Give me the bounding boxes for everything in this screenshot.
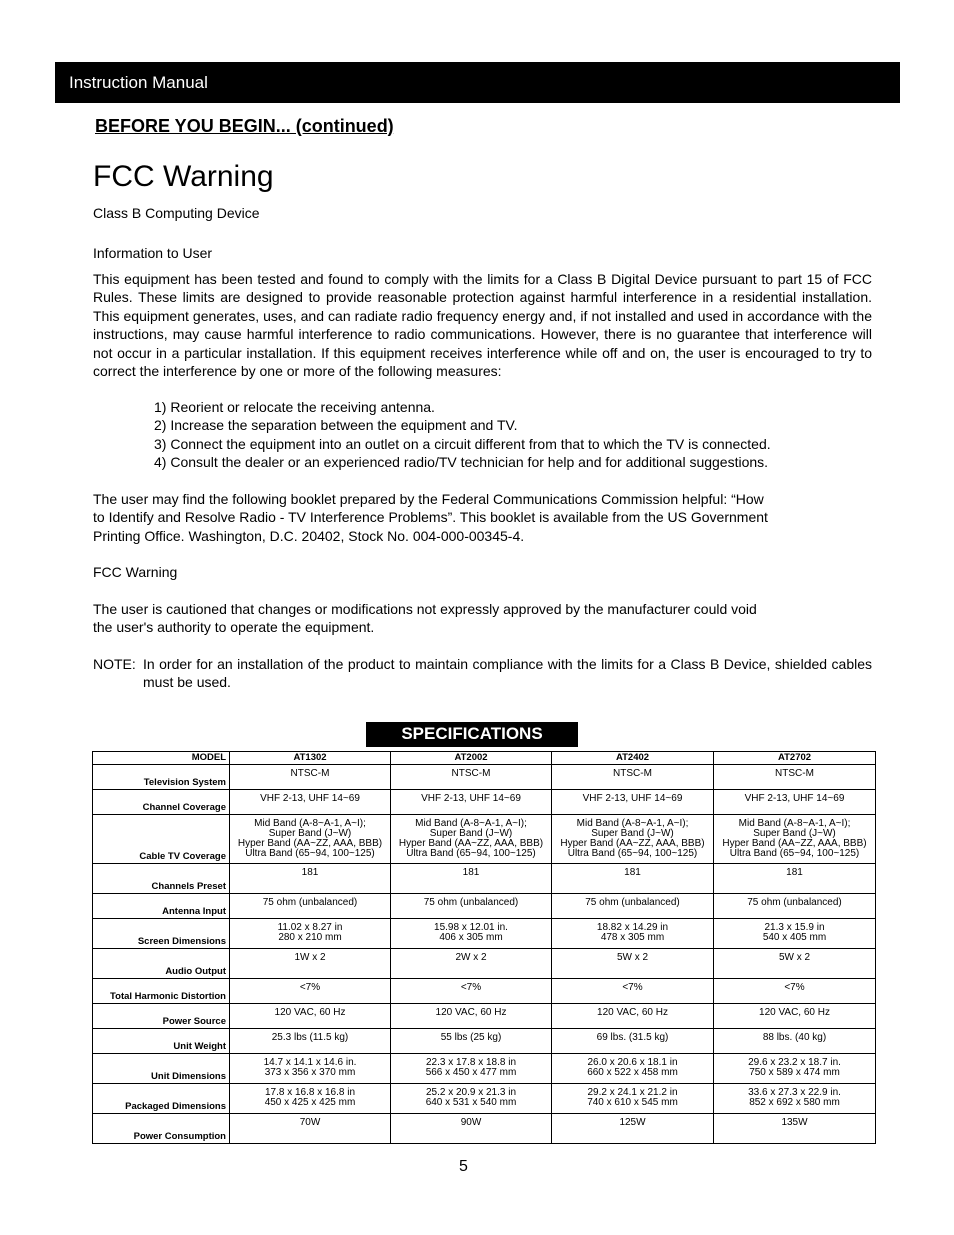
table-row <box>93 1054 876 1084</box>
spec-value <box>391 815 552 864</box>
spec-value: 5W x 2 <box>714 949 876 979</box>
table-row <box>93 979 876 1004</box>
spec-value: VHF 2-13, UHF 14~69 <box>230 790 391 815</box>
spec-value-line: 750 x 589 x 474 mm <box>749 1067 840 1078</box>
spec-value <box>552 1054 714 1084</box>
spec-value: 125W <box>552 1114 714 1144</box>
spec-value-line: Ultra Band (65~94, 100~125) <box>729 848 860 859</box>
caution-line: The user is cautioned that changes or modifications not expressly approved by the manufacturer could void <box>93 601 757 617</box>
list-item: 2) Increase the separation between the equipment and TV. <box>154 417 518 434</box>
table-row <box>93 765 876 790</box>
spec-value: 5W x 2 <box>552 949 714 979</box>
specifications-table <box>92 751 876 1144</box>
model-header: AT2402 <box>552 752 714 765</box>
spec-value-line: Hyper Band (AA~ZZ, AAA, BBB) <box>722 838 867 849</box>
spec-value <box>391 919 552 949</box>
spec-value-line: 373 x 356 x 370 mm <box>264 1067 356 1078</box>
note-paragraph <box>93 655 872 692</box>
spec-value <box>552 919 714 949</box>
spec-value <box>230 919 391 949</box>
spec-label: Cable TV Coverage <box>93 815 230 864</box>
spec-value-line: 450 x 425 x 425 mm <box>264 1097 356 1108</box>
spec-value: VHF 2-13, UHF 14~69 <box>714 790 876 815</box>
spec-value: 181 <box>552 864 714 894</box>
table-row <box>93 949 876 979</box>
spec-value <box>714 1054 876 1084</box>
spec-value <box>714 1084 876 1114</box>
spec-value <box>230 1054 391 1084</box>
spec-value: VHF 2-13, UHF 14~69 <box>391 790 552 815</box>
spec-value-line: 660 x 522 x 458 mm <box>587 1067 678 1078</box>
spec-value: 120 VAC, 60 Hz <box>552 1004 714 1029</box>
spec-value: NTSC-M <box>552 765 714 790</box>
spec-value-line: Hyper Band (AA~ZZ, AAA, BBB) <box>237 838 383 849</box>
spec-value: 75 ohm (unbalanced) <box>230 894 391 919</box>
spec-value: <7% <box>552 979 714 1004</box>
spec-value: NTSC-M <box>714 765 876 790</box>
spec-value: 181 <box>230 864 391 894</box>
spec-value-line: 478 x 305 mm <box>600 932 665 943</box>
spec-value <box>714 815 876 864</box>
header-bar <box>55 62 900 103</box>
spec-value <box>552 1084 714 1114</box>
table-header-row <box>93 752 876 765</box>
table-row <box>93 790 876 815</box>
spec-value-line: 540 x 405 mm <box>762 932 827 943</box>
spec-value-line: Ultra Band (65~94, 100~125) <box>567 848 698 859</box>
spec-value: 25.3 lbs (11.5 kg) <box>230 1029 391 1054</box>
spec-value: NTSC-M <box>391 765 552 790</box>
spec-value-line: Mid Band (A-8~A-1, A~I); <box>576 818 689 829</box>
spec-value-line: 21.3 x 15.9 in <box>764 922 825 933</box>
spec-label: Antenna Input <box>93 894 230 919</box>
spec-value <box>552 815 714 864</box>
spec-value: 69 lbs. (31.5 kg) <box>552 1029 714 1054</box>
spec-value-line: 280 x 210 mm <box>278 932 342 943</box>
table-row <box>93 1114 876 1144</box>
table-row <box>93 894 876 919</box>
spec-value-line: 11.02 x 8.27 in <box>277 922 343 933</box>
spec-value: 181 <box>714 864 876 894</box>
table-row <box>93 1084 876 1114</box>
info-label: Information to User <box>93 245 213 261</box>
booklet-line: to Identify and Resolve Radio - TV Interference Problems”. This booklet is available from the US Government <box>93 509 768 526</box>
model-header: AT2702 <box>714 752 876 765</box>
booklet-paragraph <box>93 490 872 545</box>
spec-value: <7% <box>230 979 391 1004</box>
spec-value-line: 26.0 x 20.6 x 18.1 in <box>587 1057 678 1068</box>
spec-value: VHF 2-13, UHF 14~69 <box>552 790 714 815</box>
spec-label: Television System <box>93 765 230 790</box>
spec-value-line: 406 x 305 mm <box>439 932 503 943</box>
spec-value-line: Ultra Band (65~94, 100~125) <box>245 848 375 859</box>
spec-value <box>391 1084 552 1114</box>
spec-label: Unit Weight <box>93 1029 230 1054</box>
class-label: Class B Computing Device <box>93 205 260 221</box>
spec-value-line: Hyper Band (AA~ZZ, AAA, BBB) <box>398 838 544 849</box>
spec-label: Channels Preset <box>93 864 230 894</box>
note-label: NOTE: <box>93 656 136 672</box>
table-row <box>93 1029 876 1054</box>
spec-value <box>714 919 876 949</box>
spec-value: <7% <box>714 979 876 1004</box>
section-title: BEFORE YOU BEGIN... (continued) <box>95 116 394 136</box>
table-row <box>93 864 876 894</box>
intro-paragraph: This equipment has been tested and found to comply with the limits for a Class B Digital Device pursuant to part 15 of FCC Rules. These limits are designed to provide reasonable protection against harmful interference in a residential installation. This equipment generates, uses, and can radiate radio frequency energy and, if not installed and used in accordance with the instructions, may cause harmful interference to radio communications. However, there is no guarantee that interference will not occur in a particular installation. If this equipment receives interference while off and on, the user is encouraged to try to correct the interference by one or more of the following measures: <box>93 271 872 380</box>
spec-label: Power Source <box>93 1004 230 1029</box>
spec-value-line: 18.82 x 14.29 in <box>596 922 669 933</box>
caution-line: the user's authority to operate the equipment. <box>93 619 375 636</box>
spec-value: 75 ohm (unbalanced) <box>714 894 876 919</box>
spec-value: 120 VAC, 60 Hz <box>230 1004 391 1029</box>
spec-label: Unit Dimensions <box>93 1054 230 1084</box>
spec-value-line: 15.98 x 12.01 in. <box>434 922 508 933</box>
spec-value: 88 lbs. (40 kg) <box>714 1029 876 1054</box>
spec-value-line: 640 x 531 x 540 mm <box>425 1097 517 1108</box>
booklet-line: The user may find the following booklet prepared by the Federal Communications Commission helpful: “How <box>93 491 764 507</box>
spec-value: 90W <box>391 1114 552 1144</box>
spec-label: Total Harmonic Distortion <box>93 979 230 1004</box>
spec-label: Power Consumption <box>93 1114 230 1144</box>
spec-value-line: Mid Band (A-8~A-1, A~I); <box>415 818 527 829</box>
spec-value: 120 VAC, 60 Hz <box>714 1004 876 1029</box>
list-item: 3) Connect the equipment into an outlet on a circuit different from that to which the TV is connected. <box>154 435 771 452</box>
spec-value: 75 ohm (unbalanced) <box>552 894 714 919</box>
note-text: In order for an installation of the product to maintain compliance with the limits for a Class B Device, shielded cables must be used. <box>143 656 872 691</box>
spec-value: 135W <box>714 1114 876 1144</box>
spec-value: 70W <box>230 1114 391 1144</box>
spec-value: 1W x 2 <box>230 949 391 979</box>
spec-value-line: 14.7 x 14.1 x 14.6 in. <box>263 1057 357 1068</box>
spec-value: <7% <box>391 979 552 1004</box>
table-row <box>93 919 876 949</box>
caution-paragraph <box>93 600 872 637</box>
header-title: Instruction Manual <box>69 73 208 92</box>
spec-value: 2W x 2 <box>391 949 552 979</box>
spec-value-line: 25.2 x 20.9 x 21.3 in <box>425 1087 517 1098</box>
spec-label: Packaged Dimensions <box>93 1084 230 1114</box>
spec-value-line: Mid Band (A-8~A-1, A~I); <box>254 818 366 829</box>
page-title: FCC Warning <box>93 160 274 193</box>
spec-value <box>230 1084 391 1114</box>
model-label: MODEL <box>93 752 230 765</box>
booklet-line: Printing Office. Washington, D.C. 20402, Stock No. 004-000-00345-4. <box>93 527 525 544</box>
spec-value: NTSC-M <box>230 765 391 790</box>
spec-label: Audio Output <box>93 949 230 979</box>
spec-value-line: 17.8 x 16.8 x 16.8 in <box>264 1087 356 1098</box>
measures-list <box>154 398 771 472</box>
spec-value-line: Hyper Band (AA~ZZ, AAA, BBB) <box>560 838 705 849</box>
spec-value: 75 ohm (unbalanced) <box>391 894 552 919</box>
spec-value-line: 29.2 x 24.1 x 21.2 in <box>587 1087 678 1098</box>
spec-value-line: Super Band (J~W) <box>429 828 513 839</box>
model-header: AT2002 <box>391 752 552 765</box>
list-item: 1) Reorient or relocate the receiving antenna. <box>154 399 435 415</box>
fcc-warning-label: FCC Warning <box>93 564 178 580</box>
spec-value-line: 22.3 x 17.8 x 18.8 in <box>425 1057 517 1068</box>
table-row <box>93 815 876 864</box>
spec-value-line: Super Band (J~W) <box>753 828 836 839</box>
spec-value-line: Mid Band (A-8~A-1, A~I); <box>738 818 851 829</box>
table-row <box>93 1004 876 1029</box>
spec-value <box>230 815 391 864</box>
spec-value: 181 <box>391 864 552 894</box>
spec-label: Channel Coverage <box>93 790 230 815</box>
model-header: AT1302 <box>230 752 391 765</box>
spec-value-line: 29.6 x 23.2 x 18.7 in. <box>748 1057 841 1068</box>
list-item: 4) Consult the dealer or an experienced radio/TV technician for help and for additional suggestions. <box>154 454 769 471</box>
specifications-heading: SPECIFICATIONS <box>366 722 578 747</box>
spec-value-line: 740 x 610 x 545 mm <box>587 1097 678 1108</box>
spec-value-line: 852 x 692 x 580 mm <box>749 1097 840 1108</box>
spec-value-line: 33.6 x 27.3 x 22.9 in. <box>748 1087 841 1098</box>
spec-value-line: Ultra Band (65~94, 100~125) <box>406 848 536 859</box>
spec-value-line: 566 x 450 x 477 mm <box>425 1067 517 1078</box>
spec-value: 55 lbs (25 kg) <box>391 1029 552 1054</box>
spec-label: Screen Dimensions <box>93 919 230 949</box>
spec-value-line: Super Band (J~W) <box>591 828 674 839</box>
spec-value: 120 VAC, 60 Hz <box>391 1004 552 1029</box>
page-number: 5 <box>459 1158 468 1175</box>
spec-value <box>391 1054 552 1084</box>
spec-value-line: Super Band (J~W) <box>268 828 352 839</box>
